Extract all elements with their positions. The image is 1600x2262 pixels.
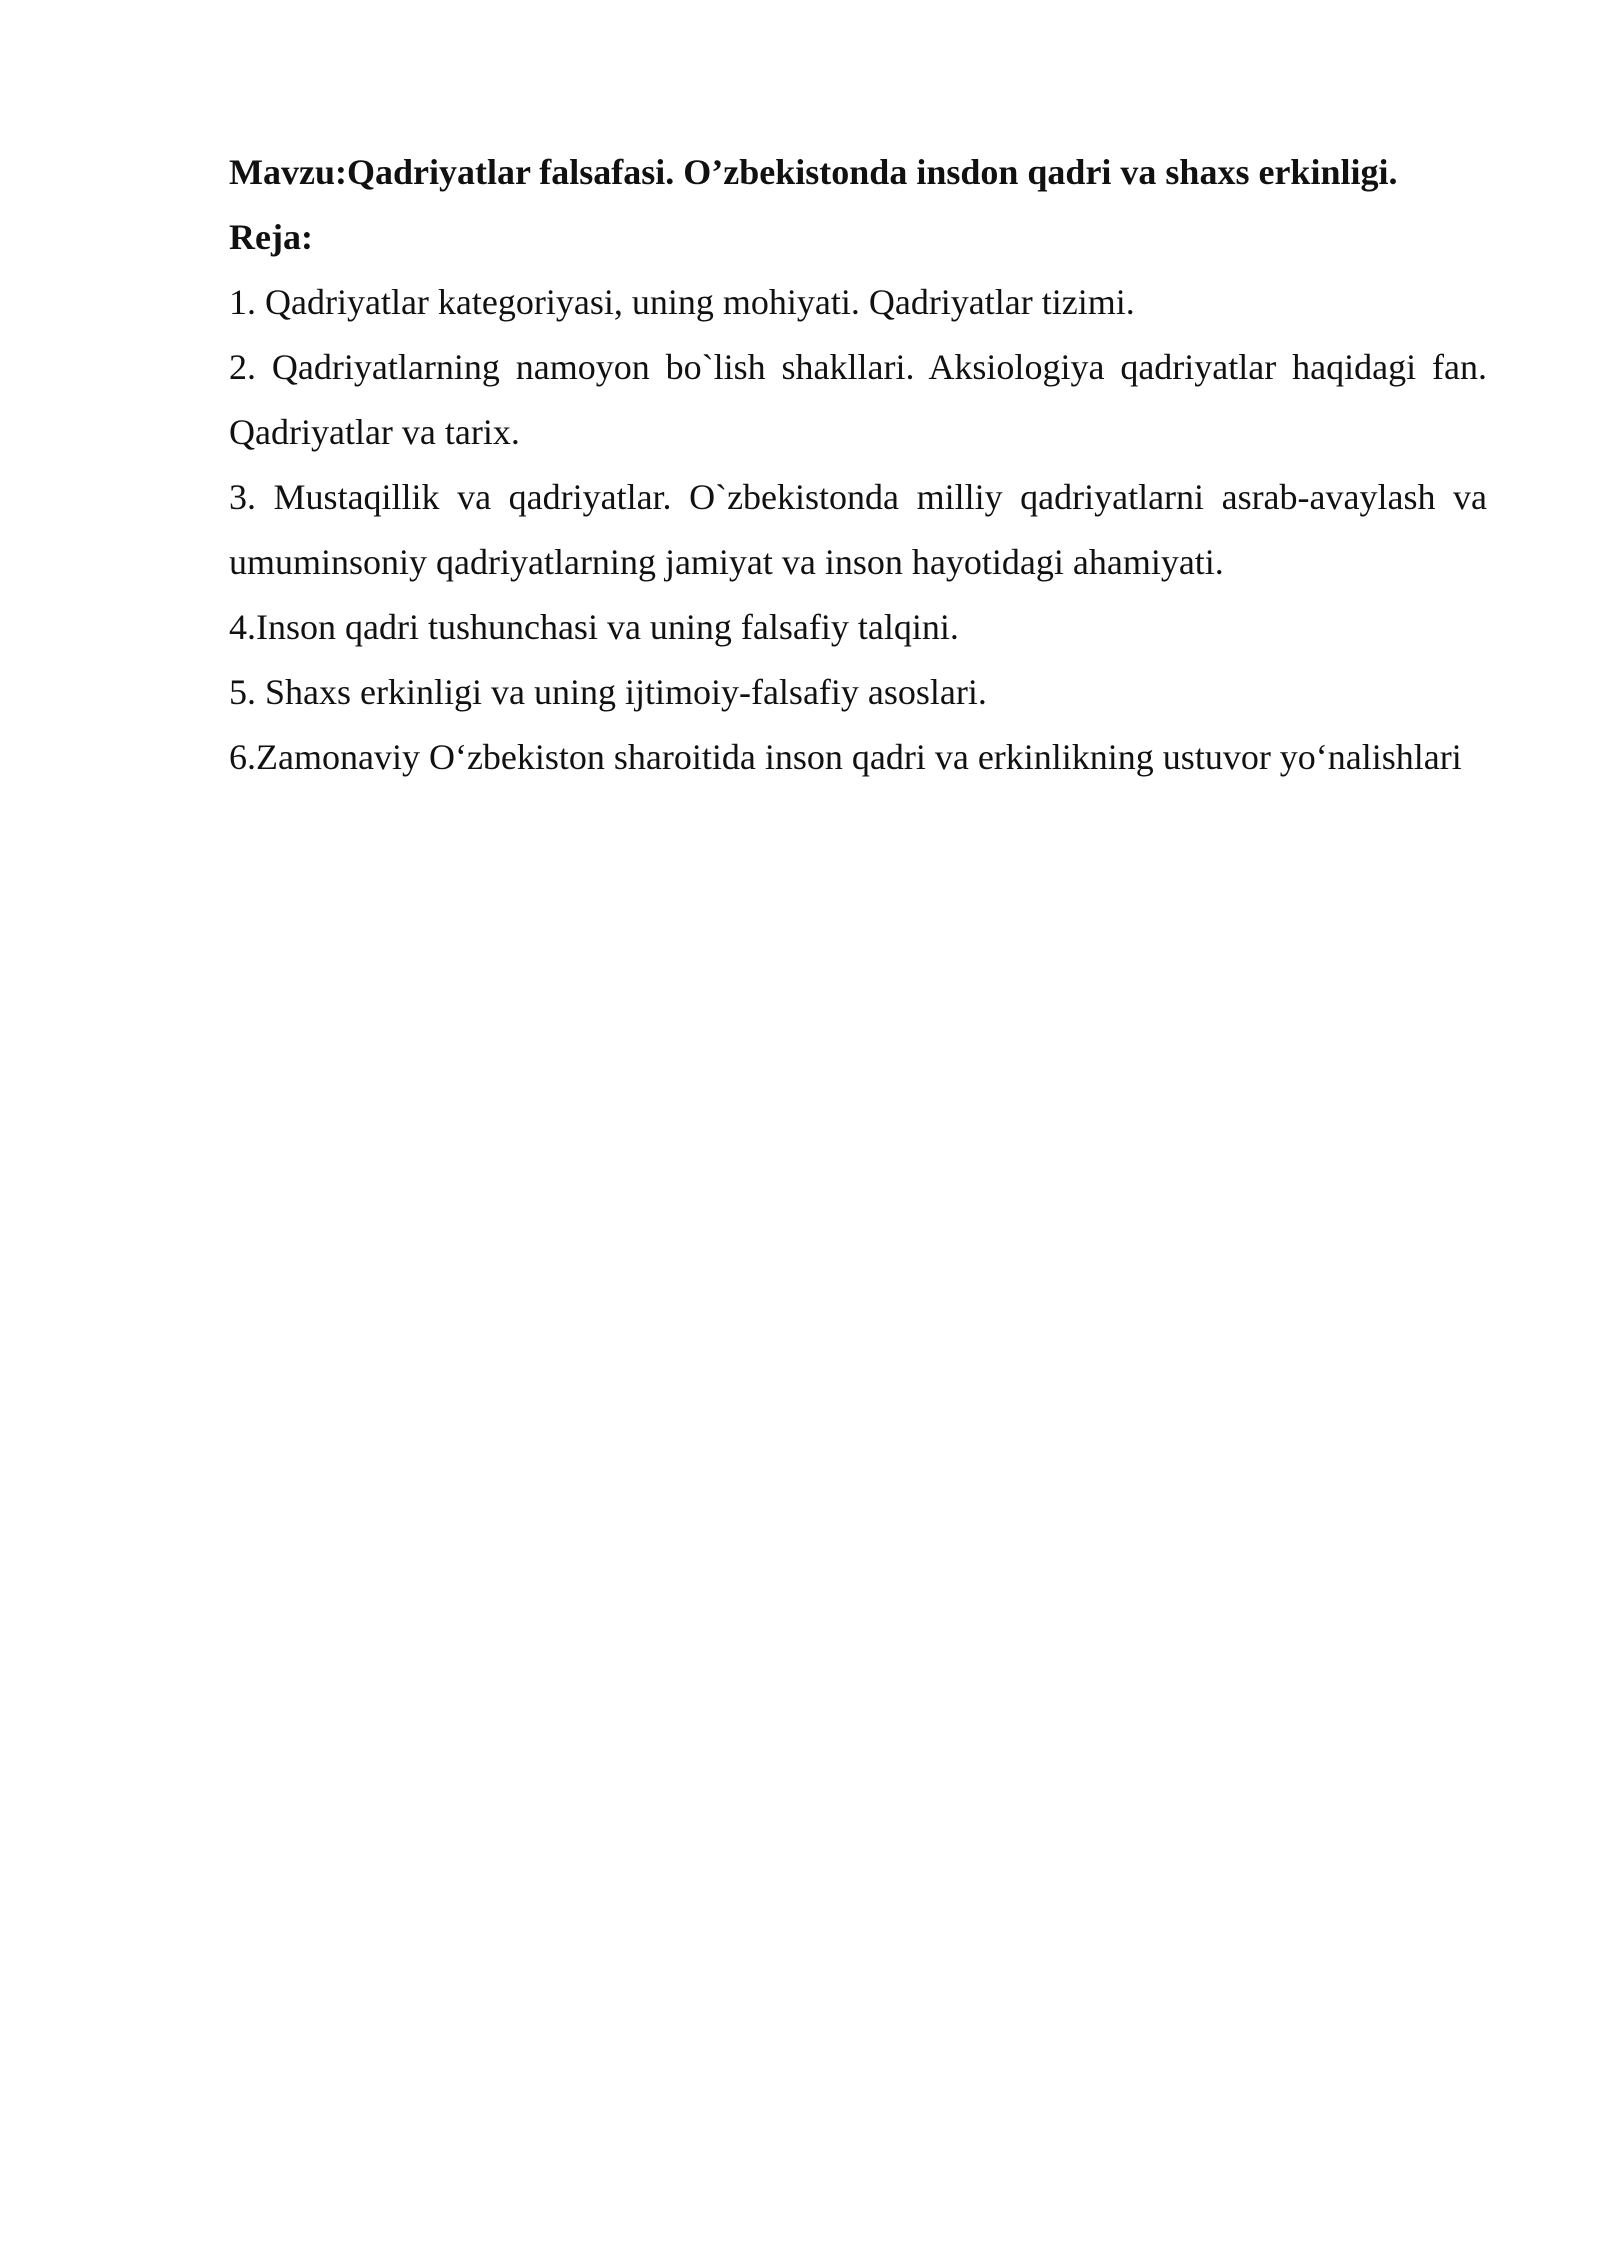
plan-item-4: 4.Inson qadri tushunchasi va uning falsafiy talqini. [229, 607, 959, 647]
plan-item-2: 2. Qadriyatlarning namoyon bo`lish shakllari. Aksiologiya qadriyatlar haqidagi fan. Qadriyatlar va tarix. [229, 347, 1487, 452]
document-title: Mavzu:Qadriyatlar falsafasi. O’zbekistonda insdon qadri va shaxs erkinligi. [229, 152, 1398, 192]
document-content [229, 140, 1487, 790]
plan-item-3: 3. Mustaqillik va qadriyatlar. O`zbekistonda milliy qadriyatlarni asrab-avaylash va umuminsoniy qadriyatlarning jamiyat va inson hayotidagi ahamiyati. [229, 477, 1487, 582]
plan-item-1: 1. Qadriyatlar kategoriyasi, uning mohiyati. Qadriyatlar tizimi. [229, 282, 1135, 322]
plan-heading: Reja: [229, 217, 313, 257]
plan-item-6: 6.Zamonaviy O‘zbekiston sharoitida inson qadri va erkinlikning ustuvor yo‘nalishlari [229, 737, 1462, 777]
plan-list [229, 270, 1487, 790]
plan-item-5: 5. Shaxs erkinligi va uning ijtimoiy-falsafiy asoslari. [229, 672, 987, 712]
